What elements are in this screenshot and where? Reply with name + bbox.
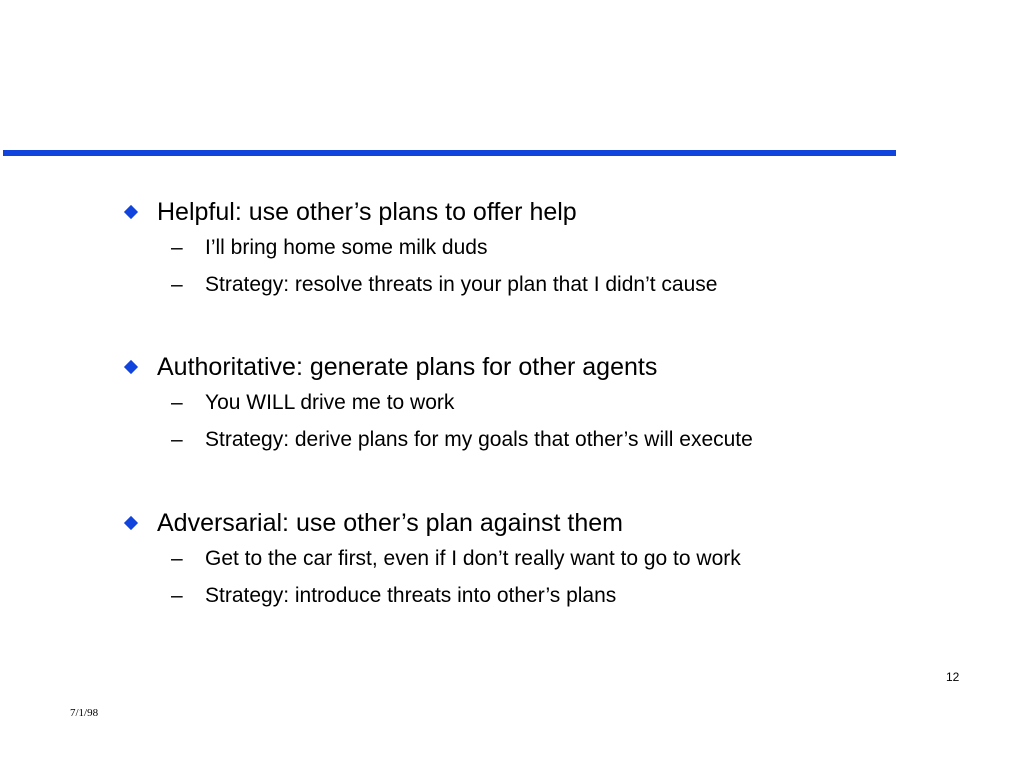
bullet-text: Authoritative: generate plans for other agents [157, 353, 658, 381]
sub-bullet [123, 577, 741, 614]
dash-icon: – [171, 547, 183, 570]
bullet-helpful [123, 195, 717, 303]
sub-bullet [123, 384, 753, 421]
sub-bullet-text: I’ll bring home some milk duds [205, 236, 488, 259]
sub-bullet [123, 421, 753, 458]
dash-icon: – [171, 236, 183, 259]
dash-icon: – [171, 273, 183, 296]
footer-date: 7/1/98 [70, 707, 99, 719]
sub-bullet-text: Get to the car first, even if I don’t really want to go to work [205, 547, 741, 570]
dash-icon: – [171, 391, 183, 414]
bullet-row [123, 506, 741, 540]
sub-bullet [123, 229, 717, 266]
sub-bullet [123, 266, 717, 303]
sub-bullet [123, 540, 741, 577]
sub-bullet-text: Strategy: resolve threats in your plan that I didn’t cause [205, 273, 718, 296]
page-number: 12 [946, 670, 960, 684]
dash-icon: – [171, 584, 183, 607]
bullet-text: Adversarial: use other’s plan against them [157, 509, 624, 537]
sub-bullet-text: You WILL drive me to work [205, 391, 455, 414]
title-divider-rule [3, 150, 896, 156]
dash-icon: – [171, 428, 183, 451]
bullet-row [123, 350, 753, 384]
sub-bullet-text: Strategy: introduce threats into other’s plans [205, 584, 617, 607]
bullet-row [123, 195, 717, 229]
bullet-text: Helpful: use other’s plans to offer help [157, 198, 577, 226]
diamond-bullet-icon [124, 205, 138, 219]
diamond-bullet-icon [124, 360, 138, 374]
sub-bullet-text: Strategy: derive plans for my goals that other’s will execute [205, 428, 753, 451]
bullet-authoritative [123, 350, 753, 458]
bullet-adversarial [123, 506, 741, 614]
diamond-bullet-icon [124, 516, 138, 530]
